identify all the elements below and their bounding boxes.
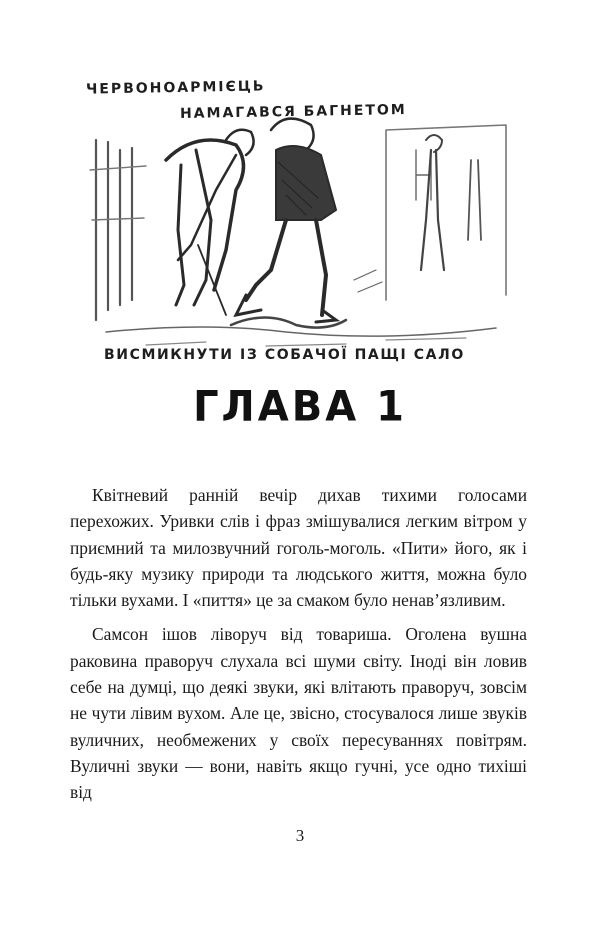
body-text: [70, 482, 527, 806]
illustration-caption-bottom: ВИСМИКНУТИ ІЗ СОБАЧОЇ ПАЩІ САЛО: [104, 347, 465, 363]
page-number: 3: [295, 826, 305, 845]
chapter-title: ГЛАВА 1: [193, 382, 407, 432]
paragraph: Самсон ішов ліворуч від товариша. Оголена вушна раковина праворуч слухала всі шуми світу. Іноді він ловив себе на думці, що деякі звуки, які влітають праворуч, зовсім не чути лівим вухом. Але це, звісно, стосувалося лише звуків вуличних, необмежених у своїх пересуваннях повітрям. Вуличні звуки — вони, навіть якщо гучні, усе одно тихіші від: [70, 624, 527, 803]
paragraph: Квітневий ранній вечір дихав тихими голосами перехожих. Уривки слів і фраз змішувалися легким вітром у приємний та милозвучний гоголь-моголь. «Пити» його, як і будь-яку музику природи та людського життя, можна було тільки вухами. І «пиття» це за смаком було ненав’язливим.: [70, 485, 527, 611]
illustration-caption-top-line-2: НАМАГАВСЯ БАГНЕТОМ: [179, 102, 407, 122]
illustration-caption-top-line-1: ЧЕРВОНОАРМІЄЦЬ: [85, 78, 266, 98]
